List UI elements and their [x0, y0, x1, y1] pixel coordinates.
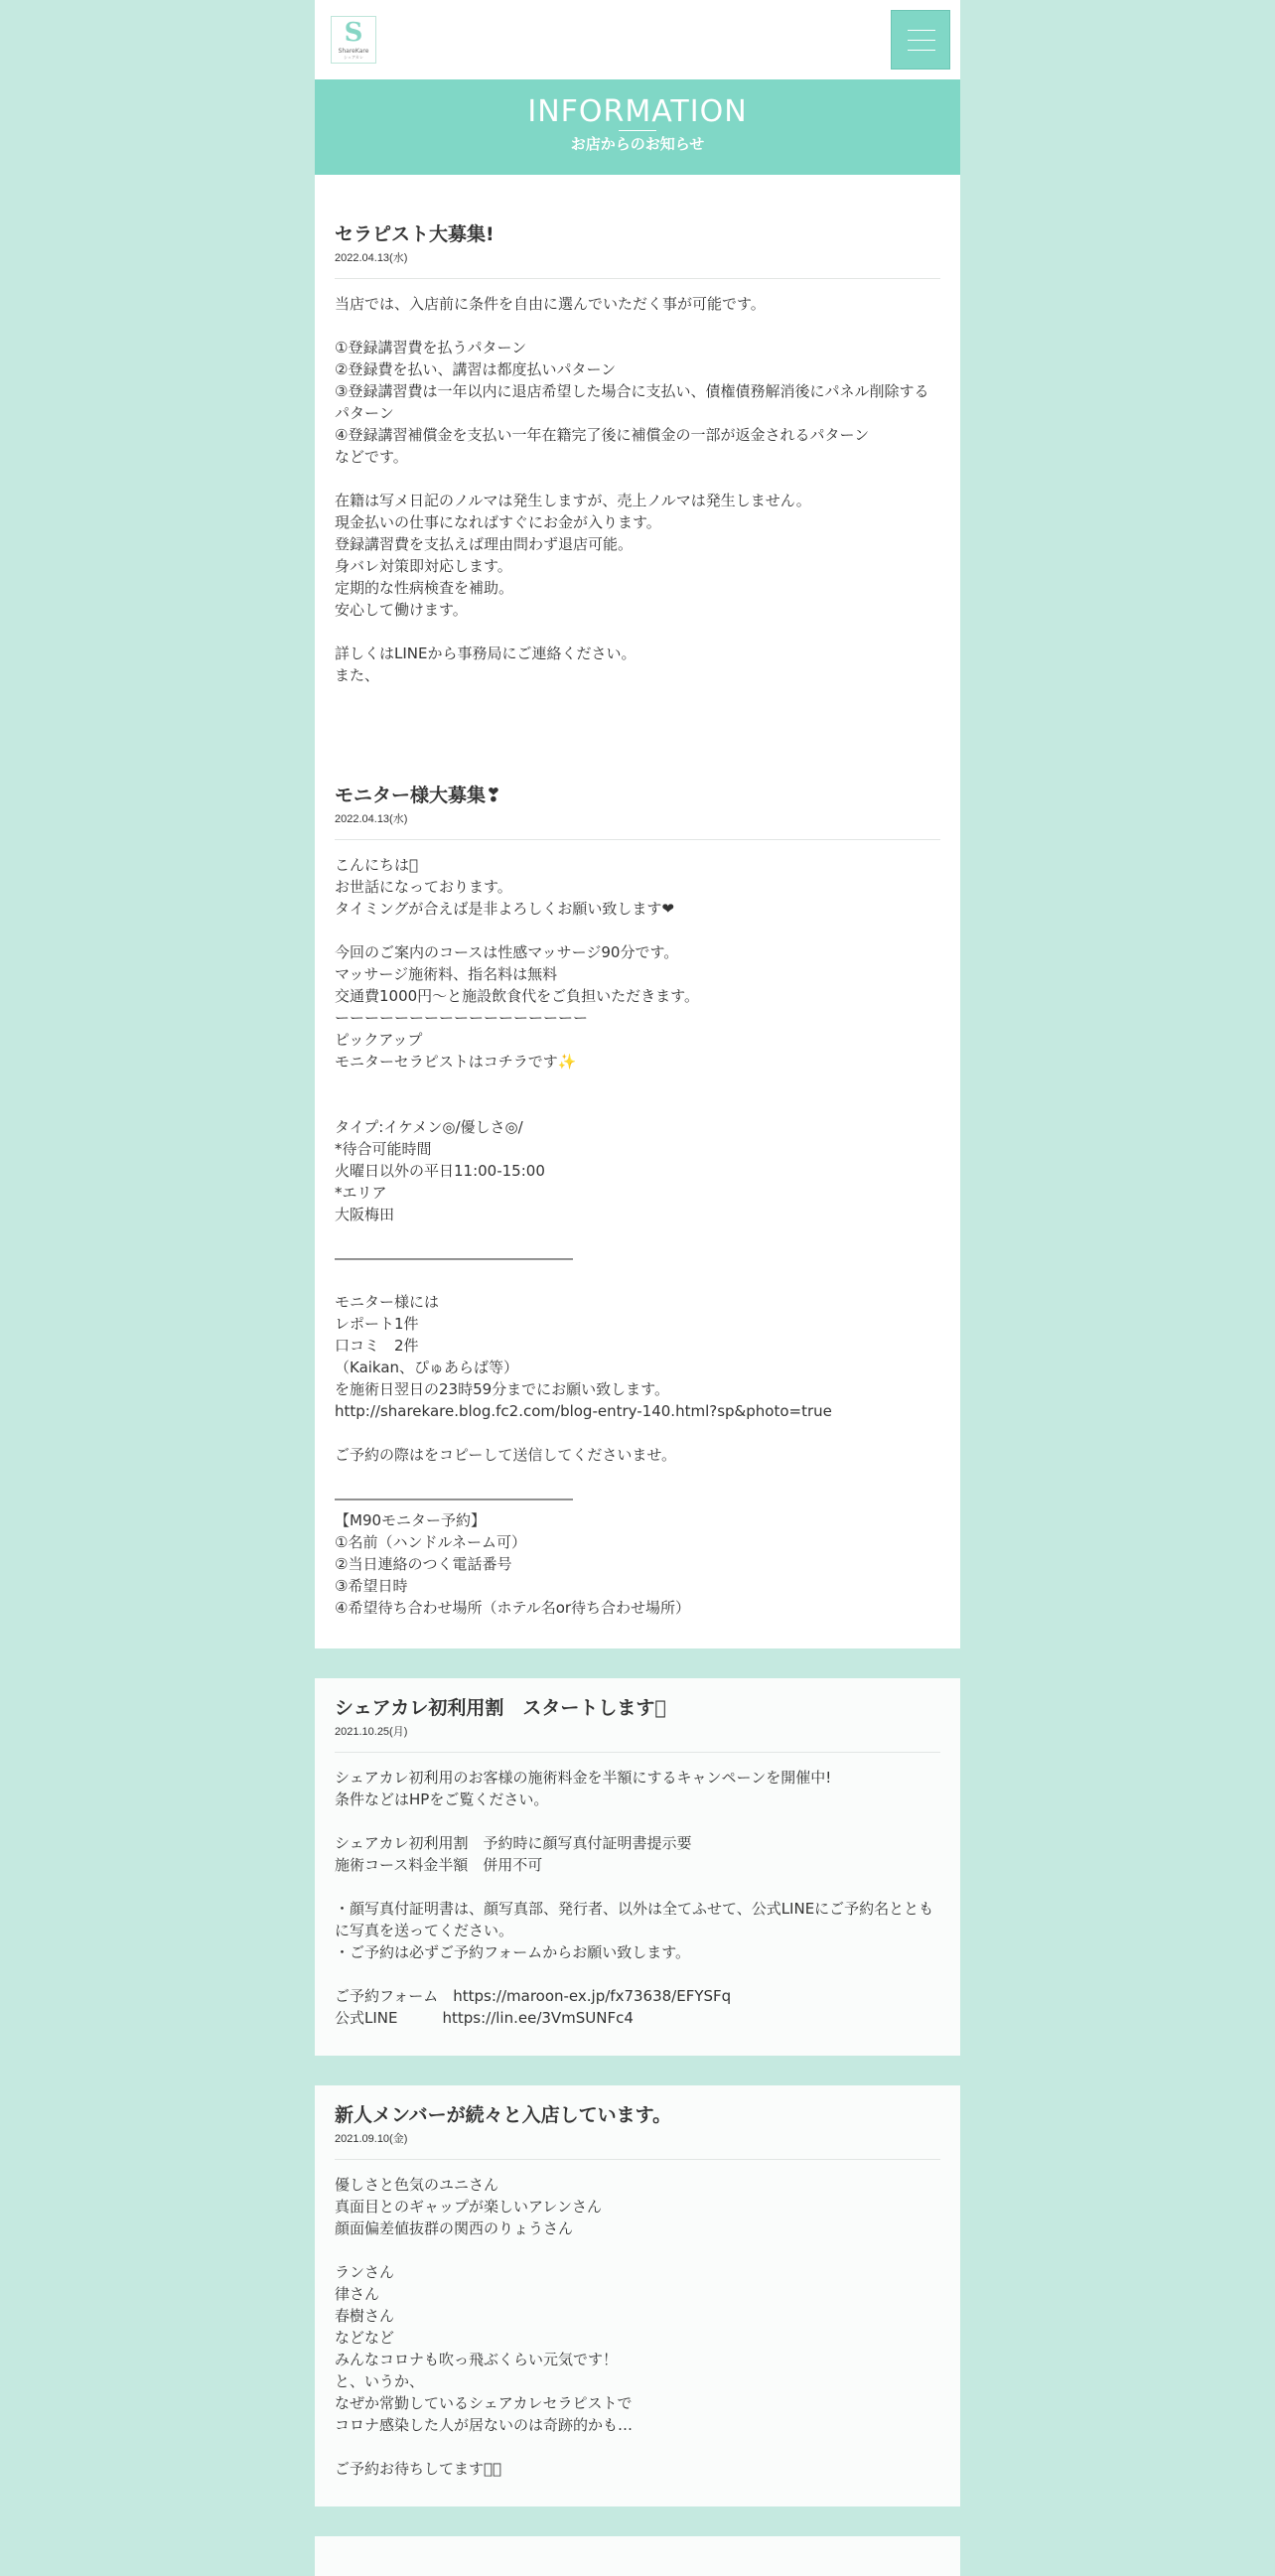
article-body: シェアカレ初利用のお客様の施術料金を半額にするキャンペーンを開催中! 条件などはHPをご覧ください。 シェアカレ初利用割 予約時に顔写真付証明書提示要 施術コース料金半額 併用不可 ・顔写真付証明書は、顔写真部、発行者、以外は全てふせて、公式LINEにご予約名とともに写真を送ってください。 ・ご予約は必ずご予約フォームからお願い致します。 ご予約フォーム https://maroon-ex.jp/fx73638/EFYSFq 公式LINE https://lin.ee/3VmSUNFc4 — [335, 1769, 934, 2027]
banner-subtitle: お店からのお知らせ — [570, 135, 705, 153]
page — [315, 0, 960, 2550]
article-body: 優しさと色気のユニさん 真面目とのギャップが楽しいアレンさん 顔面偏差値抜群の関西のりょうさん ランさん 律さん 春樹さん などなど みんなコロナも吹っ飛ぶくらい元気です！ と、いうか、 なぜか常勤しているシェアカレセラピストで コロナ感染した人が居ないのは奇跡的かも… ご予約お待ちしてます􀀀􀀀 — [335, 2176, 634, 2478]
article-date: 2022.04.13(水) — [335, 813, 408, 825]
banner-divider — [619, 130, 656, 131]
information-banner — [315, 79, 960, 175]
news-article-partial — [315, 2536, 960, 2576]
article-title[interactable]: 新人メンバーが続々と入店しています。 — [335, 2104, 672, 2126]
card-gap — [315, 2506, 960, 2536]
banner-title: INFORMATION — [527, 94, 748, 129]
hamburger-line — [908, 40, 935, 41]
article-body: 当店では、入店前に条件を自由に選んでいただく事が可能です。 ①登録講習費を払うパターン ②登録費を払い、講習は都度払いパターン ③登録講習費は一年以内に退店希望した場合に支払い、債権債務解消後にパネル削除するパターン ④登録講習補償金を支払い一年在籍完了後に補償金の一部が返金されるパターン などです。 在籍は写メ日記のノルマは発生しますが、売上ノルマは発生しません。 現金払いの仕事になればすぐにお金が入ります。 登録講習費を支払えば理由問わず退店可能。 身バレ対策即対応します。 定期的な性病検査を補助。 安心して働けます。 詳しくはLINEから事務局にご連絡ください。 また、 — [335, 295, 929, 684]
news-article — [315, 175, 960, 1648]
logo-letter: S — [344, 18, 363, 48]
hamburger-line — [908, 30, 935, 31]
article-title[interactable]: セラピスト大募集! — [335, 223, 495, 245]
article-date: 2021.09.10(金) — [335, 2133, 408, 2145]
article-date: 2022.04.13(水) — [335, 252, 408, 264]
site-header — [315, 0, 960, 79]
article-divider — [335, 839, 940, 840]
menu-button[interactable] — [891, 10, 950, 70]
logo-text: ShareKare — [338, 48, 369, 55]
hamburger-line — [908, 50, 935, 51]
site-logo[interactable] — [331, 16, 376, 64]
article-divider — [335, 1752, 940, 1753]
article-body: こんにちは􀀀 お世話になっております。 タイミングが合えば是非よろしくお願い致します❤ 今回のご案内のコースは性感マッサージ90分です。 マッサージ施術料、指名料は無料 交通費1000円〜と施設飲食代をご負担いただきます。 ーーーーーーーーーーーーーーーーー ピックアップ モニターセラピストはコチラです✨ タイプ:イケメン◎/優しさ◎/ *待合可能時間 火曜日以外の平日11:00-15:00 *エリア 大阪梅田 ―――――――――――――――― モニター様には レポート1件 口コミ 2件 （Kaikan、ぴゅあらば等） を施術日翌日の23時59分までにお願い致します。 http://sharekare.blog.fc2.com/blog-entry-140.html?sp&photo=true ご予約の際はをコピーして送信してくださいませ。 ―――――――――――――――― 【M90モニター予約】 ①名前（ハンドルネーム可） ②当日連絡のつく電話番号 ③希望日時 ④希望待ち合わせ場所（ホテル名or待ち合わせ場所） — [335, 856, 832, 1617]
card-gap — [315, 1648, 960, 1678]
logo-subtext: シェアカレ — [344, 55, 363, 60]
card-gap — [315, 2056, 960, 2085]
article-divider — [335, 2159, 940, 2160]
article-divider — [335, 278, 940, 279]
article-title[interactable]: モニター様大募集❣ — [335, 785, 501, 806]
news-article — [315, 1678, 960, 2056]
article-title[interactable]: シェアカレ初利用割 スタートします􀀀 — [335, 1697, 666, 1719]
news-article — [315, 2085, 960, 2506]
article-date: 2021.10.25(月) — [335, 1726, 408, 1738]
news-article — [335, 784, 940, 1619]
